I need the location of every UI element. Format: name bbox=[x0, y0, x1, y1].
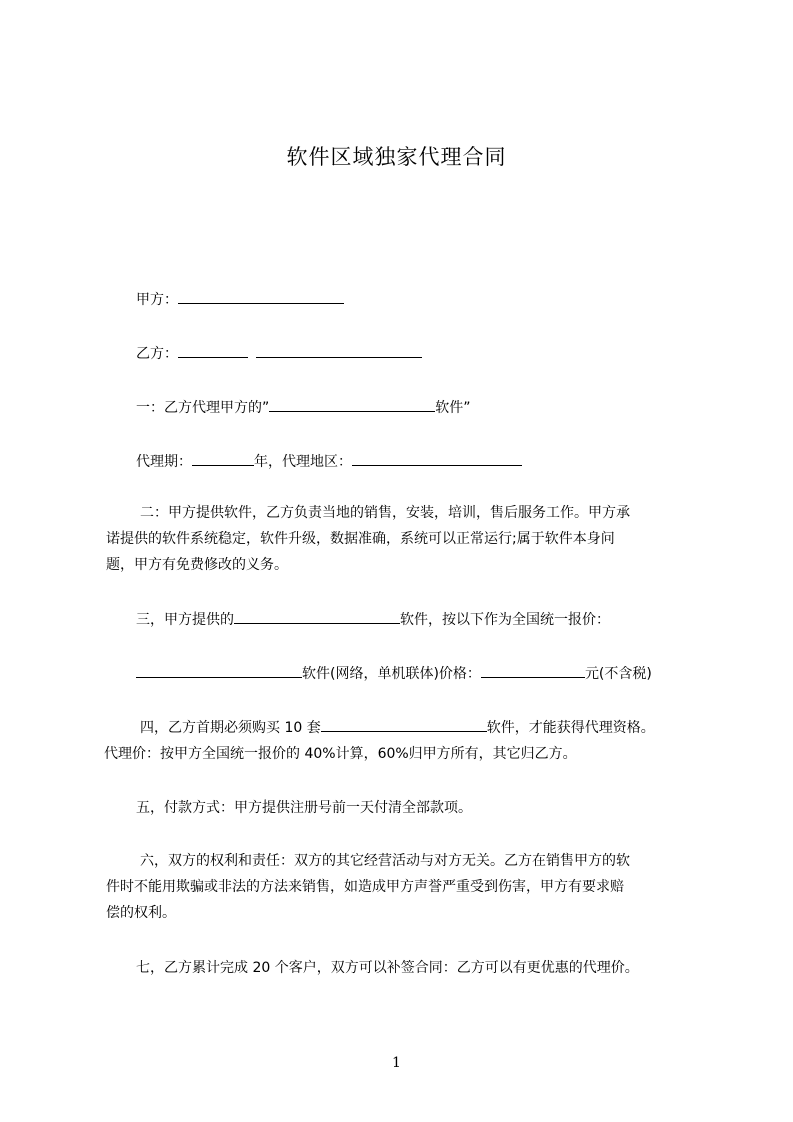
agency-period-blank bbox=[192, 451, 254, 466]
clause-6-line-1: 六，双方的权利和责任：双方的其它经营活动与对方无关。乙方在销售甲方的软 bbox=[140, 853, 630, 869]
clause-4-software-blank bbox=[321, 717, 487, 732]
clause-3 bbox=[136, 607, 610, 633]
clause-2-line-1: 二：甲方提供软件，乙方负责当地的销售，安装，培训，售后服务工作。甲方承 bbox=[140, 505, 630, 521]
agency-region-blank bbox=[352, 451, 522, 466]
party-b-line bbox=[136, 341, 422, 367]
clause-4-line-1 bbox=[140, 715, 655, 741]
clause-4-line-2: 代理价：按甲方全国统一报价的 40%计算，60%归甲方所有，其它归乙方。 bbox=[104, 746, 577, 762]
clause-2-line-3: 题，甲方有免费修改的义务。 bbox=[106, 557, 288, 573]
clause-1 bbox=[136, 395, 471, 421]
agency-region-label: 年，代理地区： bbox=[254, 454, 352, 470]
clause-2-line-2: 诺提供的软件系统稳定，软件升级，数据准确，系统可以正常运行;属于软件本身问 bbox=[106, 531, 615, 547]
price-line-suffix: 元(不含税) bbox=[584, 666, 652, 682]
party-a-line bbox=[136, 287, 344, 313]
party-b-label: 乙方： bbox=[136, 346, 178, 362]
clause-3-prefix: 三，甲方提供的 bbox=[136, 612, 234, 628]
party-a-blank bbox=[178, 289, 344, 304]
clause-6-line-3: 偿的权利。 bbox=[106, 905, 176, 921]
clause-1-suffix: 软件” bbox=[435, 400, 471, 416]
party-a-label: 甲方： bbox=[136, 292, 178, 308]
price-line-middle: 软件(网络，单机联体)价格： bbox=[302, 666, 481, 682]
price-software-blank bbox=[136, 663, 302, 678]
document-title: 软件区域独家代理合同 bbox=[286, 145, 507, 169]
clause-4-suffix: 软件，才能获得代理资格。 bbox=[486, 720, 655, 736]
price-line bbox=[136, 661, 652, 687]
party-b-blank-short bbox=[178, 343, 248, 358]
agency-line bbox=[136, 449, 522, 475]
clause-7: 七，乙方累计完成 20 个客户，双方可以补签合同：乙方可以有更优惠的代理价。 bbox=[136, 960, 639, 976]
clause-5: 五，付款方式：甲方提供注册号前一天付清全部款项。 bbox=[136, 800, 472, 816]
clause-2 bbox=[106, 500, 630, 578]
clause-3-suffix: 软件，按以下作为全国统一报价： bbox=[400, 612, 610, 628]
agency-period-label: 代理期： bbox=[136, 454, 192, 470]
page-number: 1 bbox=[392, 1055, 401, 1071]
clause-6-line-2: 件时不能用欺骗或非法的方法来销售，如造成甲方声誉严重受到伤害，甲方有要求赔 bbox=[106, 879, 624, 895]
software-name-blank bbox=[269, 397, 435, 412]
clause-3-software-blank bbox=[234, 609, 400, 624]
party-b-blank-long bbox=[256, 343, 422, 358]
clause-6 bbox=[106, 848, 630, 926]
price-amount-blank bbox=[481, 663, 585, 678]
clause-4-prefix: 四，乙方首期必须购买 10 套 bbox=[140, 720, 321, 736]
clause-1-prefix: 一：乙方代理甲方的” bbox=[136, 400, 270, 416]
